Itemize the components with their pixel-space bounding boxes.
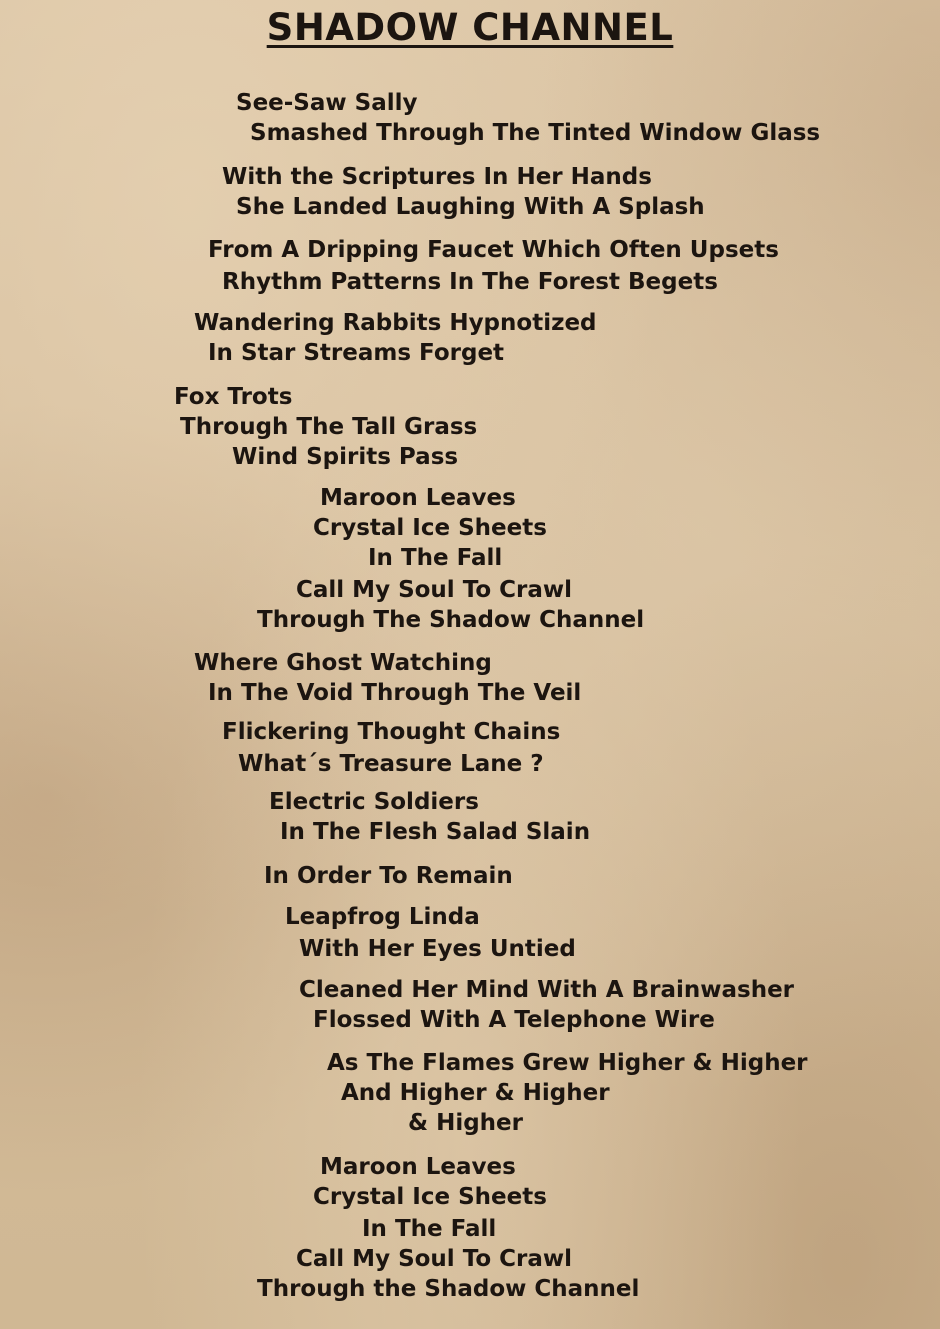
poem-line: From A Dripping Faucet Which Often Upsets [208, 237, 779, 263]
poem-line: In The Fall [368, 545, 503, 571]
poem-line: In The Fall [362, 1216, 497, 1242]
poem-line: Call My Soul To Crawl [296, 577, 573, 603]
poem-line: And Higher & Higher [341, 1080, 610, 1106]
poem-line: Where Ghost Watching [194, 650, 492, 676]
poem-line: In The Flesh Salad Slain [280, 819, 591, 845]
poem-line: Wind Spirits Pass [232, 444, 459, 470]
poem-line: Through The Tall Grass [180, 414, 478, 440]
poem-line: With the Scriptures In Her Hands [222, 164, 652, 190]
poem-line: Wandering Rabbits Hypnotized [194, 310, 597, 336]
poem-line: Call My Soul To Crawl [296, 1246, 573, 1272]
poem-line: Flickering Thought Chains [222, 719, 561, 745]
poem-line: See-Saw Sally [236, 90, 418, 116]
poem-line: Flossed With A Telephone Wire [313, 1007, 715, 1033]
poem-title: SHADOW CHANNEL [266, 6, 674, 49]
poem-line: Crystal Ice Sheets [313, 515, 547, 541]
poem-line: Cleaned Her Mind With A Brainwasher [299, 977, 795, 1003]
poem-line: Smashed Through The Tinted Window Glass [250, 120, 821, 146]
poem-line: What´s Treasure Lane ? [238, 751, 544, 777]
poem-line: In Order To Remain [264, 863, 513, 889]
poem-line: Rhythm Patterns In The Forest Begets [222, 269, 718, 295]
poem-line: Leapfrog Linda [285, 904, 480, 930]
poem-line: Crystal Ice Sheets [313, 1184, 547, 1210]
poem-line: She Landed Laughing With A Splash [236, 194, 705, 220]
poem-line: & Higher [408, 1110, 523, 1136]
poem-line: Electric Soldiers [269, 789, 479, 815]
poem-line: In Star Streams Forget [208, 340, 505, 366]
poem-line: Maroon Leaves [320, 485, 516, 511]
poem-line: In The Void Through The Veil [208, 680, 582, 706]
poem-line: Through The Shadow Channel [257, 607, 645, 633]
poem-line: Through the Shadow Channel [257, 1276, 640, 1302]
poem-line: As The Flames Grew Higher & Higher [327, 1050, 808, 1076]
poem-line: Maroon Leaves [320, 1154, 516, 1180]
poem-line: With Her Eyes Untied [299, 936, 576, 962]
poem-line: Fox Trots [174, 384, 293, 410]
